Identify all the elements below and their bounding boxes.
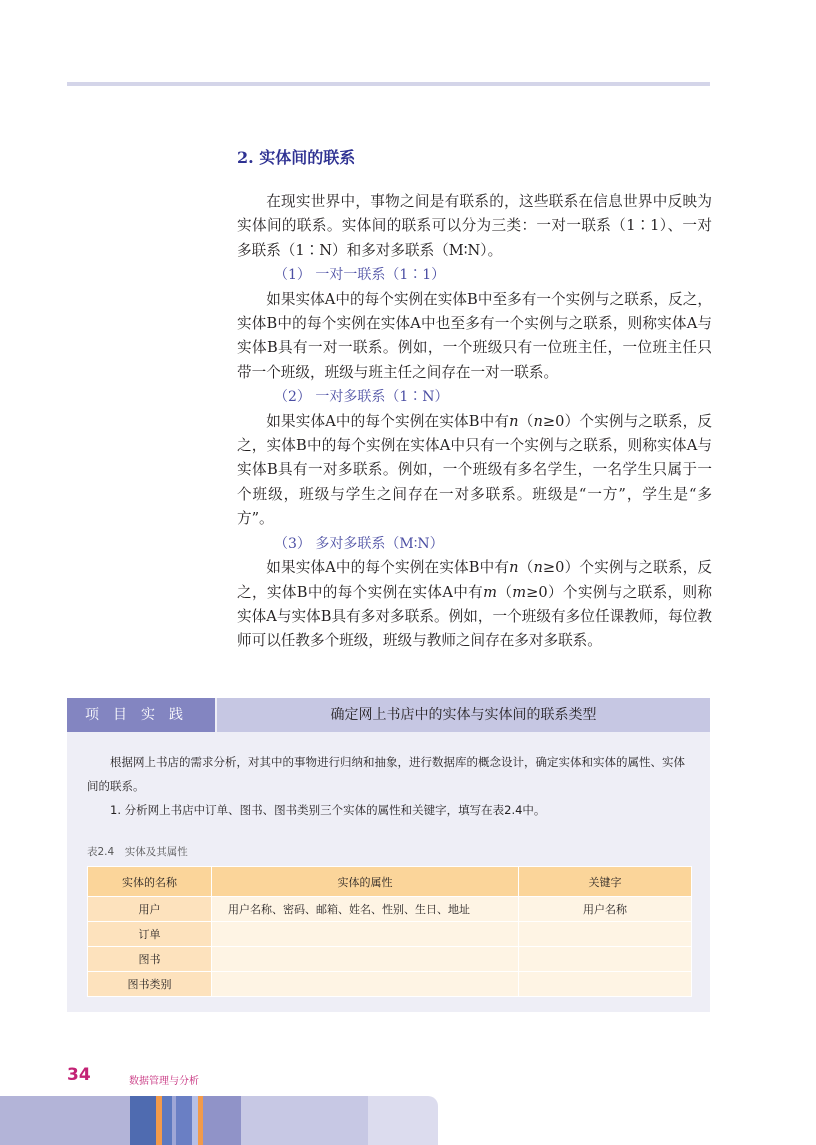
- section-title: 2. 实体间的联系: [237, 148, 356, 167]
- project-tag: 项目实践: [67, 698, 215, 732]
- header-entity-name: 实体的名称: [88, 867, 212, 897]
- entity-name-cell: 用户: [88, 897, 212, 922]
- paragraph-many-to-many: 如果实体A中的每个实例在实体B中有n（n≥0）个实例与之联系，反之，实体B中的每个实例在实体A中有m（m≥0）个实例与之联系，则称实体A与实体B具有多对多联系。例如，一个班级有多位任课教师，每位教师可以任教多个班级，班级与教师之间存在多对多联系。: [237, 559, 713, 650]
- subheading-one-to-many: （2） 一对多联系（1∶N）: [274, 389, 449, 406]
- entity-name-cell: 订单: [88, 922, 212, 947]
- project-header: [67, 698, 710, 732]
- entity-attributes-cell[interactable]: [212, 922, 519, 947]
- paragraph-one-to-one: 如果实体A中的每个实例在实体B中至多有一个实例与之联系，反之，实体B中的每个实例在实体A中也至多有一个实例与之联系，则称实体A与实体B具有一对一联系。例如，一个班级只有一位班主任，一位班主任只带一个班级，班级与班主任之间存在一对一联系。: [237, 290, 712, 381]
- project-text-1: 根据网上书店的需求分析，对其中的事物进行归纳和抽象，进行数据库的概念设计，确定实体和实体的属性、实体间的联系。: [87, 755, 685, 793]
- entity-attributes-cell: 用户名称、密码、邮箱、姓名、性别、生日、地址: [212, 897, 519, 922]
- book-title: 数据管理与分析: [129, 1076, 199, 1087]
- subheading-one-to-one: （1） 一对一联系（1∶1）: [274, 267, 446, 284]
- table-header-row: [88, 867, 692, 897]
- header-entity-attributes: 实体的属性: [212, 867, 519, 897]
- table-caption: 表2.4 实体及其属性: [87, 846, 188, 858]
- project-description: [87, 750, 692, 822]
- header-key: 关键字: [519, 867, 692, 897]
- table-row: [88, 922, 692, 947]
- paragraph-one-to-many: 如果实体A中的每个实例在实体B中有n（n≥0）个实例与之联系，反之，实体B中的每个实例在实体A中只有一个实例与之联系，则称实体A与实体B具有一对多联系。例如，一个班级有多名学生，一名学生只属于一个班级，班级与学生之间存在一对多联系。班级是“一方”，学生是“多方”。: [237, 412, 713, 528]
- subheading-many-to-many: （3） 多对多联系（M∶N）: [274, 535, 444, 552]
- entity-attributes-cell[interactable]: [212, 947, 519, 972]
- entity-name-cell: 图书类别: [88, 972, 212, 997]
- entity-key-cell[interactable]: [519, 947, 692, 972]
- entity-key-cell[interactable]: [519, 922, 692, 947]
- project-practice-box: [67, 698, 710, 1012]
- entity-attributes-cell[interactable]: [212, 972, 519, 997]
- entity-name-cell: 图书: [88, 947, 212, 972]
- section-body: [237, 190, 712, 654]
- intro-paragraph: 在现实世界中，事物之间是有联系的，这些联系在信息世界中反映为实体间的联系。实体间的联系可以分为三类：一对一联系（1∶1）、一对多联系（1∶N）和多对多联系（M∶N）。: [237, 193, 712, 259]
- footer-decorative-band: [0, 1096, 438, 1145]
- entity-attribute-table: [87, 866, 692, 997]
- entity-key-cell: 用户名称: [519, 897, 692, 922]
- entity-key-cell[interactable]: [519, 972, 692, 997]
- header-rule: [67, 82, 710, 86]
- table-row: [88, 897, 692, 922]
- project-text-2: 1. 分析网上书店中订单、图书、图书类别三个实体的属性和关键字，填写在表2.4中。: [110, 803, 546, 817]
- table-row: [88, 947, 692, 972]
- project-title: 确定网上书店中的实体与实体间的联系类型: [217, 698, 710, 732]
- page-number: 34: [67, 1065, 91, 1085]
- table-row: [88, 972, 692, 997]
